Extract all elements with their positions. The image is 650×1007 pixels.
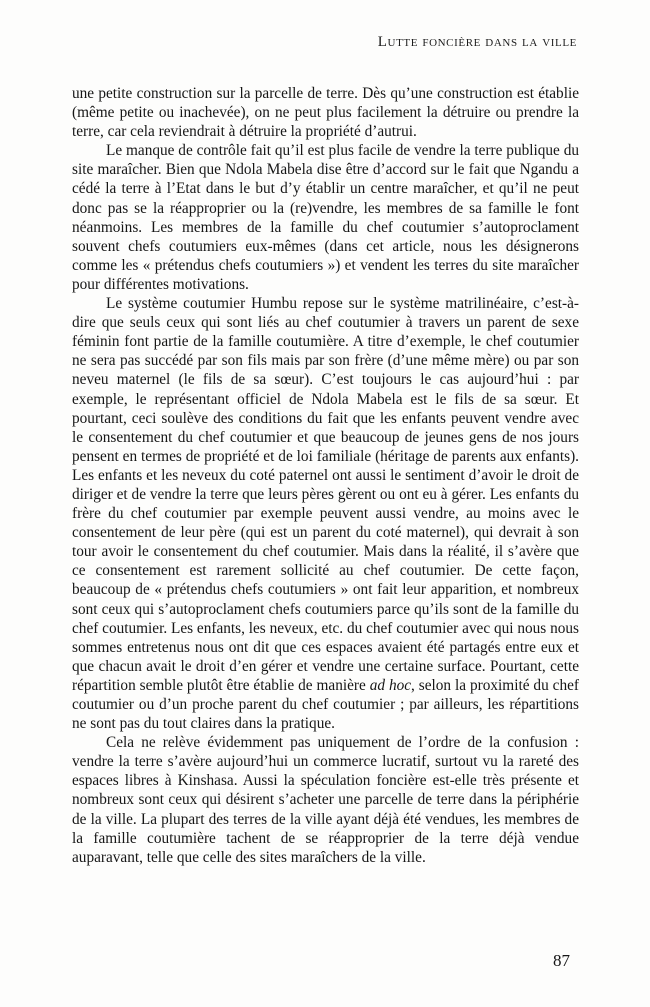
page-number: 87 <box>553 951 570 970</box>
paragraph: Le manque de contrôle fait qu’il est plus facile de vendre la terre publique du site maraîcher. Bien que Ndola Mabela dise être d’accord sur le fait que Ngandu a cédé la terre à l’Etat dans le but d’y établir un centre maraîcher, et qu’il ne peut donc pas se la réapproprier ou la (re)vendre, les membres de sa famille le font néanmoins. Les membres de la famille du chef coutumier s’autoproclament souvent chefs coutumiers eux-mêmes (dans cet article, nous les désignerons comme les « prétendus chefs coutumiers ») et vendent les terres du site maraîcher pour différentes motivations. <box>72 142 579 293</box>
italic-phrase: ad hoc <box>369 676 412 694</box>
running-header: Lutte foncière dans la ville <box>377 34 577 50</box>
paragraph-text: Le système coutumier Humbu repose sur le système matrilinéaire, c’est-à-dire que seuls ceux qui sont liés au chef coutumier à travers un parent de sexe féminin font partie de la famille coutumière. A titre d’exemple, le chef coutumier ne sera pas succédé par son fils mais par son frère (d’une même mère) ou par son neveu maternel (le fils de sa sœur). C’est toujours le cas aujourd’hui : par exemple, le représentant officiel de Ndola Mabela est le fils de sa sœur. Et pourtant, ceci soulève des conditions du fait que les enfants peuvent vendre avec le consentement du chef coutumier et que beaucoup de jeunes gens de nos jours pensent en termes de propriété et de loi familiale (héritage de parents aux enfants). Les enfants et les neveux du coté paternel ont aussi le sentiment d’avoir le droit de diriger et de vendre la terre que leurs pères gèrent ou ont eu à gérer. Les enfants du frère du chef coutumier par exemple peuvent aussi vendre, au moins avec le consentement de leur père (qui est un parent du coté maternel), qui devrait à son tour avoir le consentement du chef coutumier. Mais dans la réalité, il s’avère que ce consentement est rarement sollicité au chef coutumier. De cette façon, beaucoup de « prétendus chefs coutumiers » ont fait leur apparition, et nombreux sont ceux qui s’autoproclament chefs coutumiers parce qu’ils sont de la famille du chef coutumier. Les enfants, les neveux, etc. du chef coutumier avec qui nous nous sommes entretenus nous ont dit que ces espaces avaient été partagés entre eux et que chacun avait le droit d’en gérer et vendre une certaine surface. Pourtant, cette répartition semble plutôt être établie de manière <box>72 295 579 694</box>
paragraph-text: , selon la proximité du chef coutumier ou d’un proche parent du chef coutumier ; par ailleurs, les répartitions ne sont pas du tout claires dans la pratique. <box>72 676 579 733</box>
body-text <box>72 84 579 867</box>
paragraph: une petite construction sur la parcelle de terre. Dès qu’une construction est établie (même petite ou inachevée), on ne peut plus facilement la détruire ou prendre la terre, car cela reviendrait à détruire la propriété d’autrui. <box>72 85 579 141</box>
paragraph <box>72 294 579 733</box>
paragraph: Cela ne relève évidemment pas uniquement de l’ordre de la confusion : vendre la terre s’avère aujourd’hui un commerce lucratif, surtout vu la rareté des espaces libres à Kinshasa. Aussi la spéculation foncière est-elle très présente et nombreux sont ceux qui désirent s’acheter une parcelle de terre dans la périphérie de la ville. La plupart des terres de la ville ayant déjà été vendues, les membres de la famille coutumière tachent de se réapproprier de la terre déjà vendue auparavant, telle que celle des sites maraîchers de la ville. <box>72 734 579 866</box>
